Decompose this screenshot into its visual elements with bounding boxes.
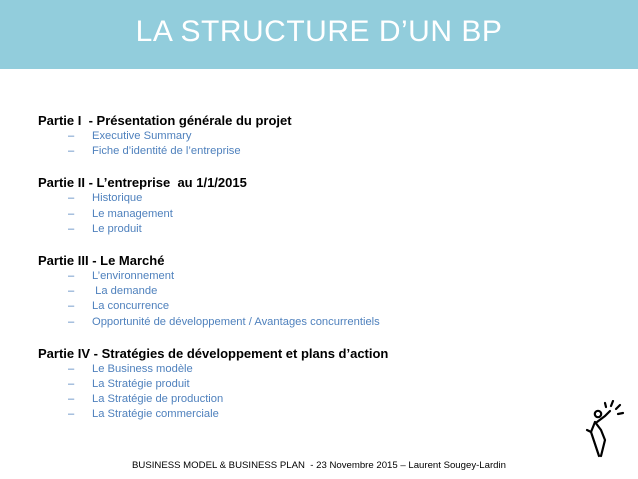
list-item-text: La demande: [92, 285, 158, 298]
section-partie-1: [38, 113, 598, 159]
list-item-text: La Stratégie de production: [92, 393, 224, 406]
section-heading: Partie IV - Stratégies de développement et plans d’action: [38, 345, 389, 361]
dash-bullet: –: [68, 285, 75, 298]
list-item-text: L’environnement: [92, 270, 175, 283]
list-item: [38, 362, 598, 377]
dash-bullet: –: [68, 408, 75, 421]
footer-text: BUSINESS MODEL & BUSINESS PLAN - 23 Novembre 2015 – Laurent Sougey-Lardin: [132, 460, 506, 471]
list-item: [38, 222, 598, 237]
section-partie-4: [38, 346, 598, 423]
dash-bullet: –: [68, 393, 75, 406]
list-item-text: La Stratégie commerciale: [92, 408, 219, 421]
list-item-text: Le management: [92, 207, 173, 220]
list-item: [38, 191, 598, 206]
title-banner: [0, 0, 638, 69]
dash-bullet: –: [68, 130, 75, 142]
list-item: [38, 129, 598, 144]
list-item: [38, 392, 598, 407]
dash-bullet: –: [68, 315, 75, 328]
list-item: [38, 144, 598, 159]
section-item-list: [38, 129, 598, 159]
dash-bullet: –: [68, 270, 75, 283]
section-heading: Partie III - Le Marché: [38, 253, 165, 269]
slide-title: LA STRUCTURE D’UN BP: [135, 15, 503, 48]
stick-figure-logo-icon: [585, 400, 627, 462]
section-item-list: [38, 191, 598, 237]
list-item: [38, 407, 598, 422]
section-item-list: [38, 362, 598, 423]
list-item: [38, 269, 598, 284]
dash-bullet: –: [68, 222, 75, 235]
list-item: [38, 299, 598, 314]
list-item: [38, 315, 598, 330]
list-item: [38, 377, 598, 392]
list-item-text: Le Business modèle: [92, 362, 193, 375]
list-item-text: La Stratégie produit: [92, 378, 190, 391]
section-item-list: [38, 269, 598, 330]
list-item-text: Opportunité de développement / Avantages concurrentiels: [92, 315, 380, 328]
list-item: [38, 284, 598, 299]
list-item-text: Historique: [92, 192, 143, 205]
section-partie-2: [38, 175, 598, 237]
dash-bullet: –: [68, 145, 75, 158]
slide-content: [38, 113, 598, 423]
dash-bullet: –: [68, 378, 75, 391]
dash-bullet: –: [68, 300, 75, 313]
dash-bullet: –: [68, 207, 75, 220]
list-item: [38, 207, 598, 222]
list-item-text: Fiche d’identité de l’entreprise: [92, 145, 241, 158]
section-heading: Partie II - L’entreprise au 1/1/2015: [38, 175, 247, 191]
section-partie-3: [38, 253, 598, 330]
list-item-text: Le produit: [92, 222, 142, 235]
list-item-text: Executive Summary: [92, 130, 192, 142]
dash-bullet: –: [68, 362, 75, 375]
section-heading: Partie I - Présentation générale du projet: [38, 113, 292, 128]
dash-bullet: –: [68, 192, 75, 205]
list-item-text: La concurrence: [92, 300, 170, 313]
